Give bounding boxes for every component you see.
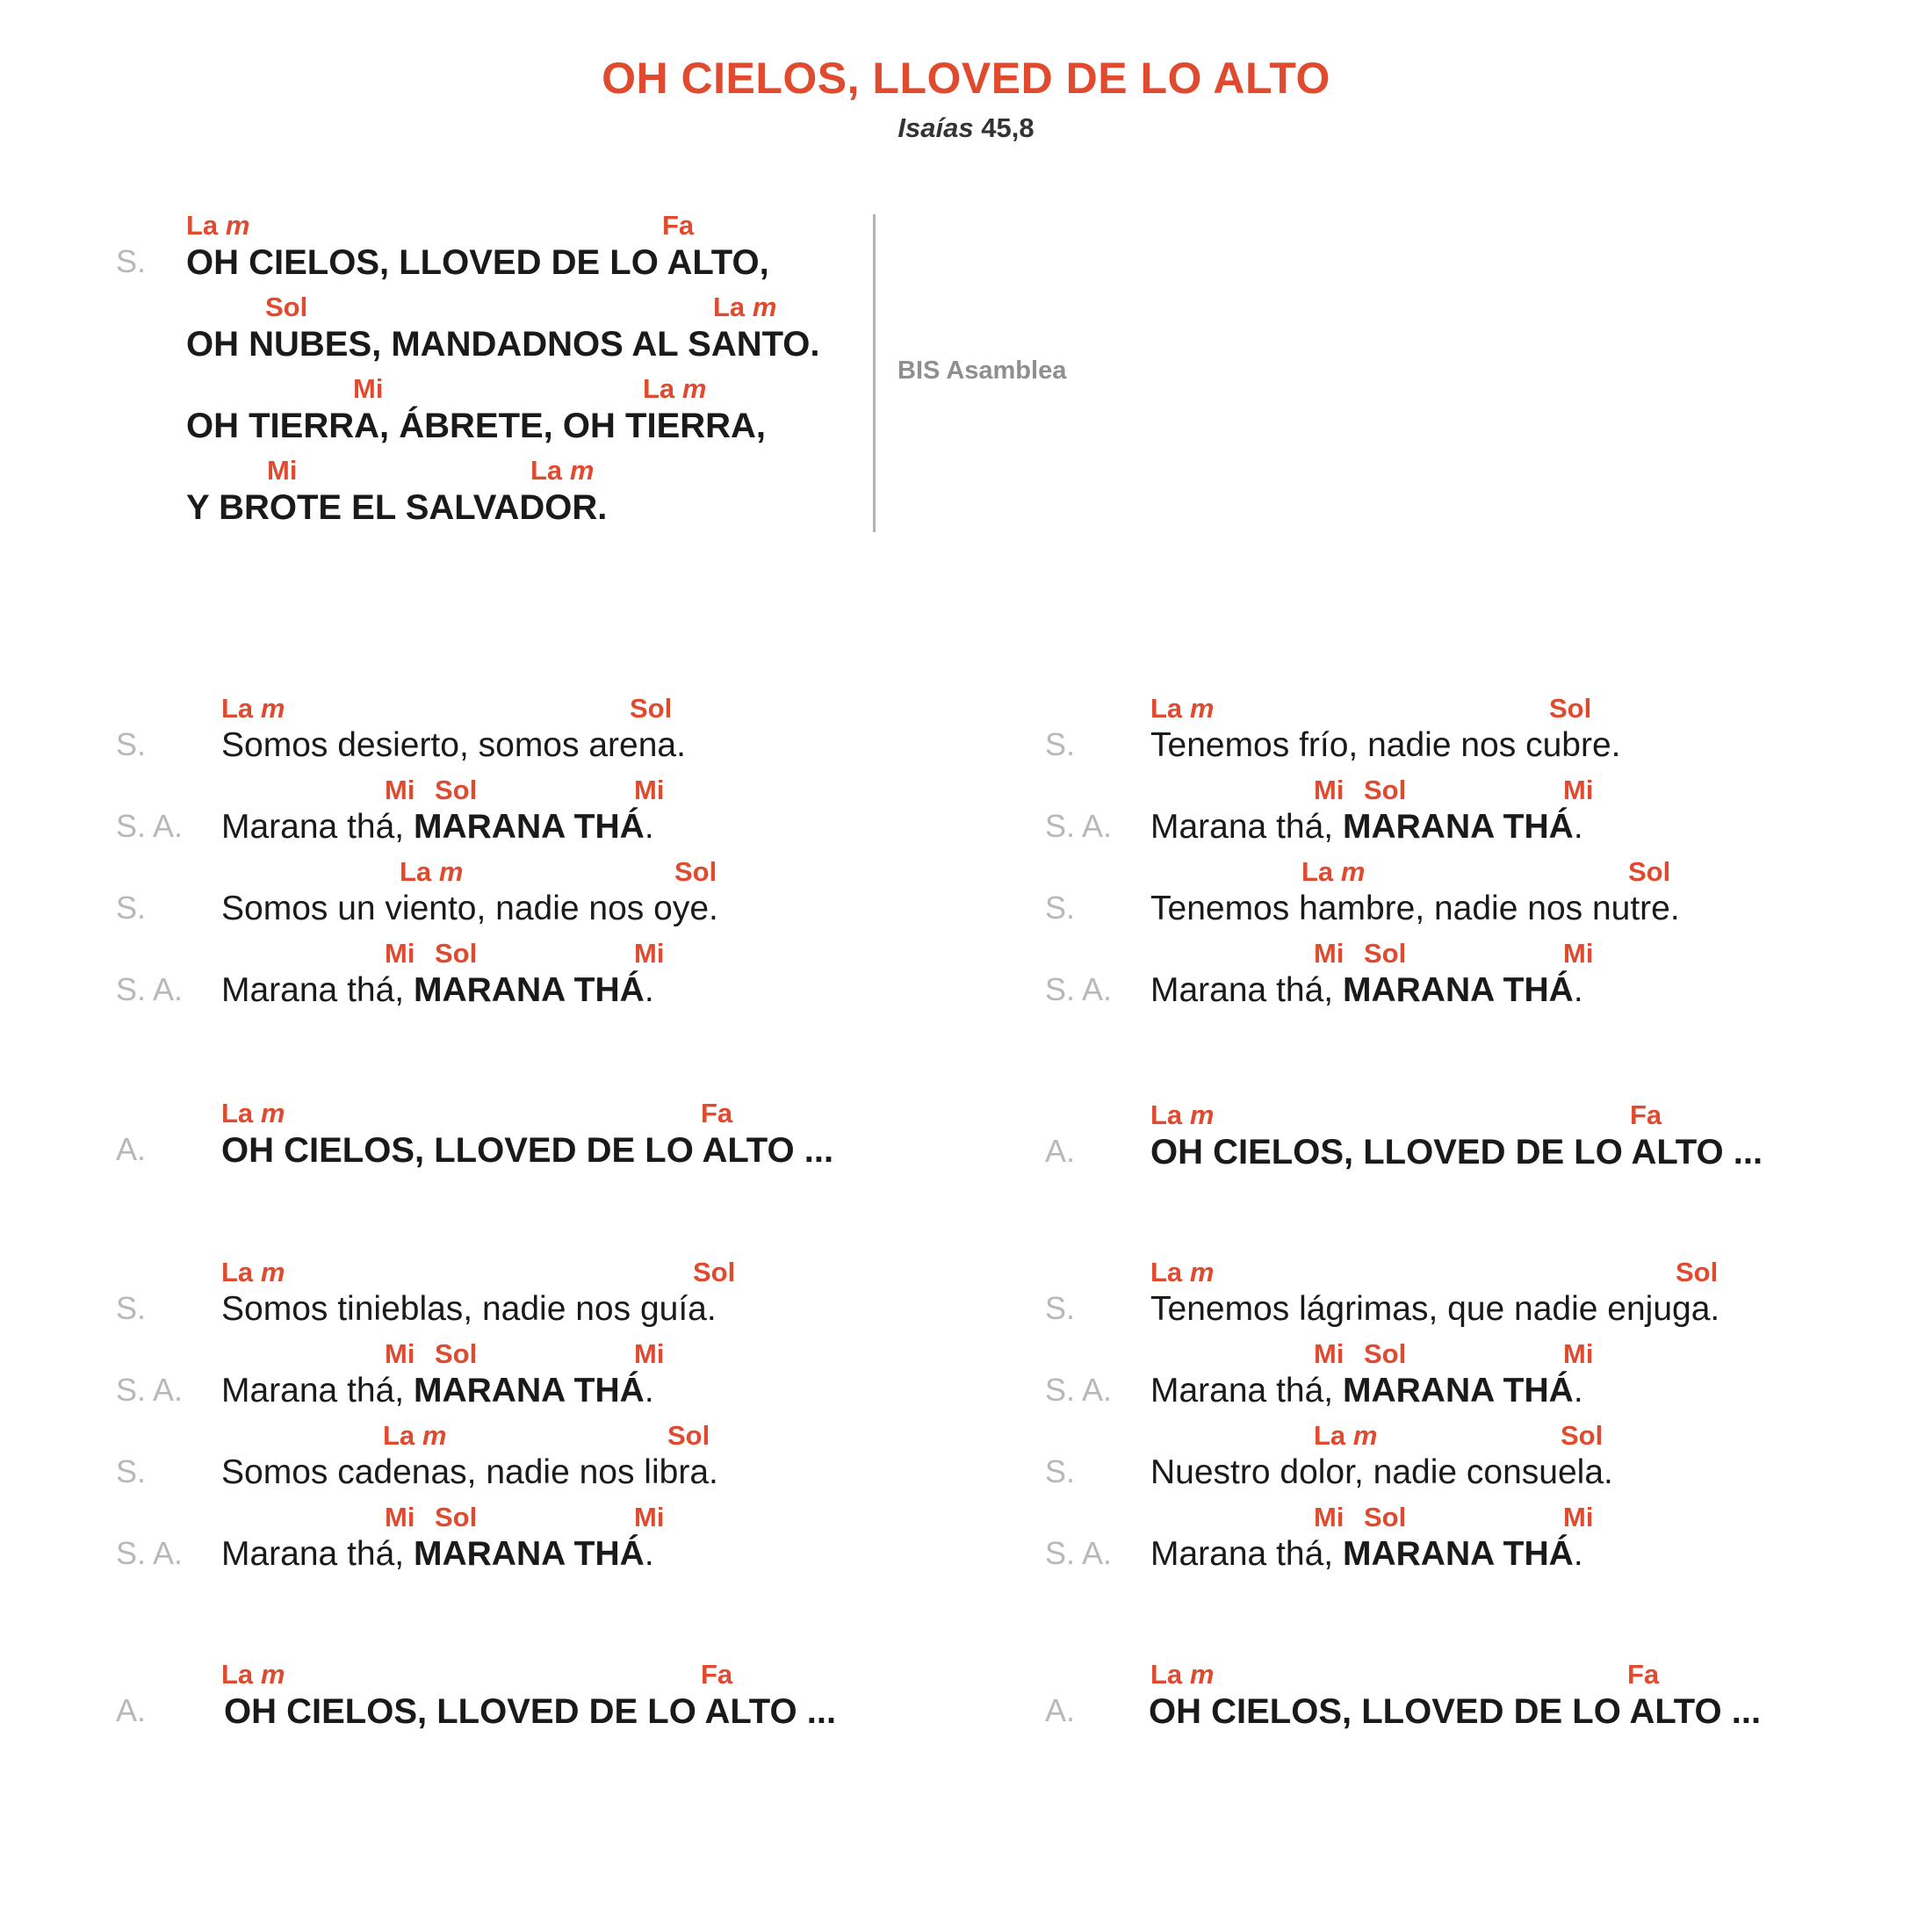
voice-label: S. A. bbox=[1045, 808, 1113, 844]
chord: Mi bbox=[634, 1502, 665, 1532]
chord: Mi bbox=[1314, 1338, 1344, 1369]
chord: La m bbox=[713, 292, 777, 322]
chord: La m bbox=[643, 373, 707, 404]
voice-label: S. bbox=[1045, 1290, 1076, 1326]
refrain-lyric: Marana thá, MARANA THÁ. bbox=[221, 1535, 654, 1573]
stanza-lyric: Nuestro dolor, nadie consuela. bbox=[1150, 1453, 1613, 1491]
chord: Sol bbox=[1628, 856, 1671, 887]
stanza-lyric: Tenemos hambre, nadie nos nutre. bbox=[1150, 890, 1680, 927]
chord: Mi bbox=[353, 373, 384, 404]
chord: Mi bbox=[1314, 938, 1344, 969]
chord: La m bbox=[1150, 1659, 1215, 1690]
chord: Mi bbox=[385, 938, 415, 969]
bis-note: BIS Asamblea bbox=[898, 357, 1067, 385]
stanza-lyric: Tenemos frío, nadie nos cubre. bbox=[1150, 726, 1621, 764]
chord: Sol bbox=[693, 1257, 736, 1287]
stanza-lyric: Tenemos lágrimas, que nadie enjuga. bbox=[1150, 1290, 1720, 1328]
chord: Sol bbox=[674, 856, 717, 887]
chord: Fa bbox=[662, 210, 695, 241]
voice-label: S. bbox=[116, 890, 147, 926]
chord: Mi bbox=[385, 775, 415, 805]
voice-label: S. A. bbox=[1045, 971, 1113, 1007]
voice-label: S. A. bbox=[116, 808, 184, 844]
voice-label: A. bbox=[116, 1131, 147, 1167]
voice-label: S. A. bbox=[116, 971, 184, 1007]
chord: La m bbox=[221, 693, 285, 724]
chord: Mi bbox=[1563, 1502, 1594, 1532]
stanza-lyric: Somos tinieblas, nadie nos guía. bbox=[221, 1290, 717, 1328]
chord: La m bbox=[1301, 856, 1366, 887]
refrain-lyric: Marana thá, MARANA THÁ. bbox=[1150, 971, 1583, 1009]
chord: La m bbox=[400, 856, 464, 887]
chord: Mi bbox=[385, 1502, 415, 1532]
chorus-reprise: OH CIELOS, LLOVED DE LO ALTO ... bbox=[1150, 1133, 1763, 1171]
refrain-lyric: Marana thá, MARANA THÁ. bbox=[1150, 1535, 1583, 1573]
refrain-lyric: Marana thá, MARANA THÁ. bbox=[221, 971, 654, 1009]
chord: Fa bbox=[701, 1659, 733, 1690]
chord: Sol bbox=[1364, 775, 1407, 805]
voice-label: S. bbox=[116, 1290, 147, 1326]
voice-label: A. bbox=[1045, 1692, 1076, 1728]
stanza-lyric: Somos cadenas, nadie nos libra. bbox=[221, 1453, 718, 1491]
voice-label: A. bbox=[116, 1692, 147, 1728]
chord: Mi bbox=[1314, 775, 1344, 805]
chord: La m bbox=[1314, 1420, 1378, 1451]
chord: Sol bbox=[435, 938, 478, 969]
chord: Mi bbox=[1563, 775, 1594, 805]
chord: Sol bbox=[435, 1338, 478, 1369]
chord: La m bbox=[221, 1257, 285, 1287]
chorus-lyric: OH CIELOS, LLOVED DE LO ALTO, bbox=[186, 243, 769, 282]
chord: Mi bbox=[1314, 1502, 1344, 1532]
scripture-reference bbox=[0, 112, 1932, 144]
chorus-lyric: Y BROTE EL SALVADOR. bbox=[186, 488, 608, 527]
chord: Sol bbox=[1364, 1338, 1407, 1369]
refrain-lyric: Marana thá, MARANA THÁ. bbox=[221, 1372, 654, 1409]
chord: Fa bbox=[1630, 1099, 1662, 1130]
chord: Sol bbox=[630, 693, 673, 724]
refrain-lyric: Marana thá, MARANA THÁ. bbox=[1150, 808, 1583, 846]
voice-label: A. bbox=[1045, 1133, 1076, 1169]
chord: La m bbox=[221, 1659, 285, 1690]
chorus-lyric: OH TIERRA, ÁBRETE, OH TIERRA, bbox=[186, 407, 767, 445]
chord: Fa bbox=[701, 1098, 733, 1128]
voice-label: S. bbox=[1045, 1453, 1076, 1489]
voice-label: S. bbox=[1045, 890, 1076, 926]
chorus-reprise: OH CIELOS, LLOVED DE LO ALTO ... bbox=[1149, 1692, 1762, 1731]
chord: Mi bbox=[267, 455, 298, 486]
voice-label: S. bbox=[116, 726, 147, 762]
chorus-reprise: OH CIELOS, LLOVED DE LO ALTO ... bbox=[221, 1131, 834, 1170]
book-name: Isaías bbox=[898, 112, 974, 143]
chord: La m bbox=[1150, 1099, 1215, 1130]
chord: Fa bbox=[1627, 1659, 1660, 1690]
chord: Sol bbox=[435, 1502, 478, 1532]
chord: Sol bbox=[1549, 693, 1592, 724]
chord: Mi bbox=[634, 938, 665, 969]
chord: Sol bbox=[1364, 938, 1407, 969]
chord: Mi bbox=[1563, 1338, 1594, 1369]
chord: Sol bbox=[1561, 1420, 1604, 1451]
voice-label: S. bbox=[116, 1453, 147, 1489]
chord: La m bbox=[186, 210, 250, 241]
chord: Sol bbox=[667, 1420, 710, 1451]
voice-label: S. bbox=[116, 243, 147, 279]
stanza-lyric: Somos desierto, somos arena. bbox=[221, 726, 686, 764]
refrain-lyric: Marana thá, MARANA THÁ. bbox=[1150, 1372, 1583, 1409]
chord: Mi bbox=[634, 775, 665, 805]
chord: Mi bbox=[634, 1338, 665, 1369]
song-title: OH CIELOS, LLOVED DE LO ALTO bbox=[602, 54, 1330, 103]
refrain-lyric: Marana thá, MARANA THÁ. bbox=[221, 808, 654, 846]
chord: Sol bbox=[265, 292, 308, 322]
chord: Sol bbox=[1676, 1257, 1719, 1287]
stanza-lyric: Somos un viento, nadie nos oye. bbox=[221, 890, 718, 927]
chord: Sol bbox=[435, 775, 478, 805]
chord: Mi bbox=[1563, 938, 1594, 969]
chord: La m bbox=[1150, 693, 1215, 724]
chord: Sol bbox=[1364, 1502, 1407, 1532]
voice-label: S. A. bbox=[1045, 1372, 1113, 1408]
chorus-lyric: OH NUBES, MANDADNOS AL SANTO. bbox=[186, 325, 820, 364]
chord: La m bbox=[383, 1420, 447, 1451]
verse-number: 45,8 bbox=[981, 112, 1034, 143]
voice-label: S. A. bbox=[1045, 1535, 1113, 1571]
chord: La m bbox=[530, 455, 595, 486]
chord: Mi bbox=[385, 1338, 415, 1369]
chord: La m bbox=[1150, 1257, 1215, 1287]
chord: La m bbox=[221, 1098, 285, 1128]
voice-label: S. bbox=[1045, 726, 1076, 762]
voice-label: S. A. bbox=[116, 1372, 184, 1408]
voice-label: S. A. bbox=[116, 1535, 184, 1571]
chorus-reprise: OH CIELOS, LLOVED DE LO ALTO ... bbox=[224, 1692, 837, 1731]
